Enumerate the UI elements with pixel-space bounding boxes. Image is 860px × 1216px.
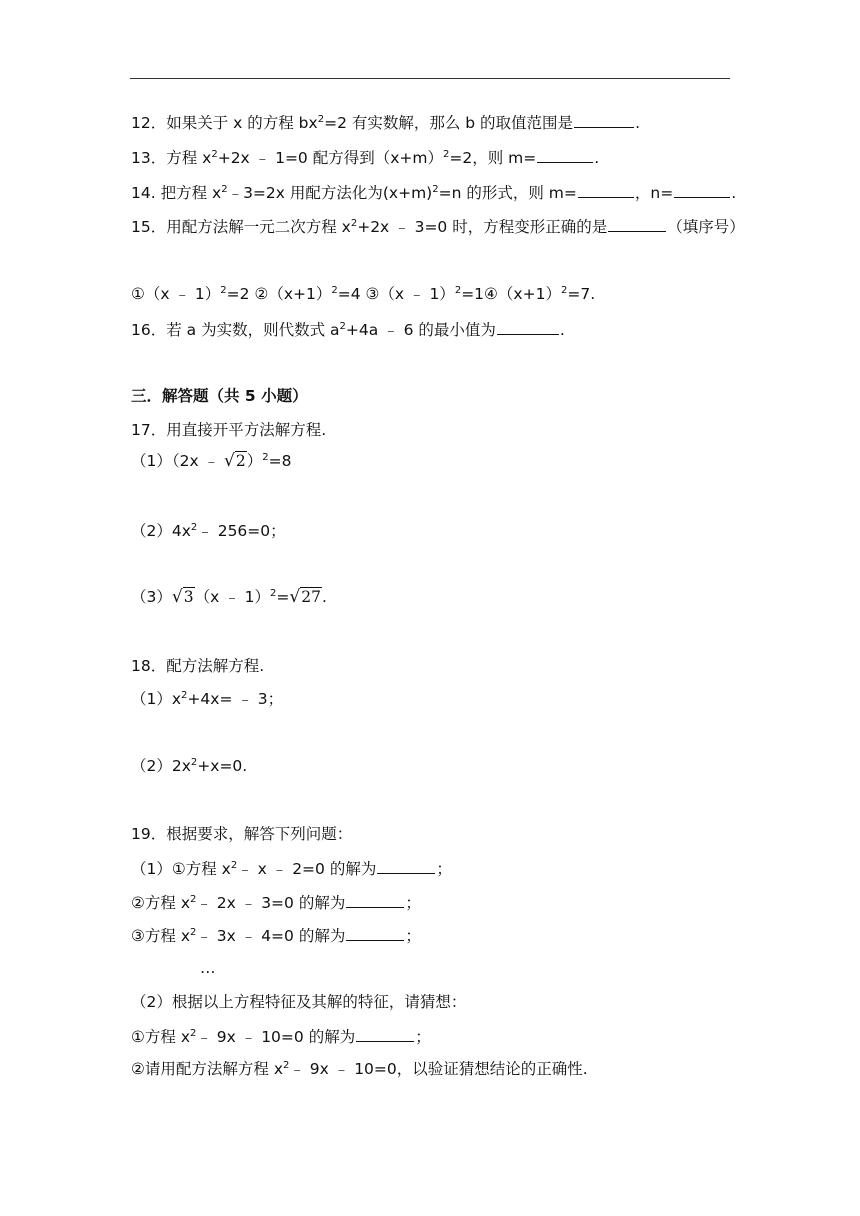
answer-blank[interactable] [346, 924, 404, 941]
q19-a2b: ﹣ 2x ﹣ 3=0 的解为 [196, 894, 346, 912]
answer-blank[interactable] [377, 857, 435, 874]
q13-text: 13．方程 x [131, 149, 212, 167]
q15-text: 15．用配方法解一元二次方程 x [131, 218, 351, 236]
q14-end: . [731, 184, 737, 202]
q13-text3: =2，则 m= [449, 149, 537, 167]
sqrt-symbol: √3 [171, 587, 194, 607]
q12-text2: =2 有实数解，那么 b 的取值范围是 [324, 114, 574, 132]
question-19-b2 [131, 1059, 588, 1079]
q13-end: . [594, 149, 600, 167]
sqrt-arg: 2 [235, 452, 246, 470]
q14-text2: ﹣3=2x 用配方法化为(x+m) [227, 184, 433, 202]
q18-p2b: +x=0. [197, 757, 248, 775]
answer-blank[interactable] [356, 1025, 414, 1042]
q17-p1b: ） [246, 452, 263, 470]
answer-blank-m[interactable] [578, 181, 634, 198]
q17-p2a: （2）4x [131, 522, 191, 540]
question-15-line1 [131, 215, 745, 237]
q19-b1b: ﹣ 9x ﹣ 10=0 的解为 [196, 1028, 356, 1046]
exponent: 2 [221, 184, 228, 195]
q17-p3a: （3） [131, 588, 172, 606]
question-18-stem: 18．配方法解方程. [131, 657, 265, 675]
exponent: 2 [190, 894, 197, 905]
q19-a3b: ﹣ 3x ﹣ 4=0 的解为 [196, 927, 346, 945]
q17-p3c: = [276, 588, 290, 606]
q19-b2b: ﹣ 9x ﹣ 10=0，以验证猜想结论的正确性. [289, 1060, 588, 1078]
exponent: 2 [331, 285, 338, 296]
question-19-a3 [131, 924, 421, 946]
q17-p3d: . [321, 588, 327, 606]
q19-a3: ③方程 x [131, 927, 190, 945]
sqrt-arg: 3 [183, 588, 194, 606]
q12-end: . [635, 114, 640, 132]
question-16 [131, 318, 565, 340]
answer-blank[interactable] [574, 111, 634, 128]
ellipsis: … [200, 959, 216, 977]
question-12 [131, 111, 640, 133]
q13-text2: +2x ﹣ 1=0 配方得到（x+m） [217, 149, 443, 167]
q19-a3c: ； [405, 927, 421, 945]
exponent: 2 [190, 927, 197, 938]
exponent: 2 [454, 285, 462, 296]
q17-p2b: ﹣ 256=0； [197, 522, 286, 540]
question-15-options [131, 284, 595, 304]
exponent: 2 [560, 285, 568, 296]
exponent: 2 [350, 218, 358, 229]
q19-a2: ②方程 x [131, 894, 190, 912]
exponent: 2 [230, 860, 238, 871]
exponent: 2 [181, 690, 188, 701]
sqrt-arg: 27 [301, 588, 321, 606]
option-3: =4 ③（x ﹣ 1） [337, 285, 455, 303]
answer-blank[interactable] [608, 215, 666, 232]
q15-text3: （填序号） [667, 218, 745, 236]
q19-a2c: ； [405, 894, 421, 912]
q16-end: . [559, 321, 565, 339]
sqrt-symbol: √2 [224, 451, 246, 471]
q19-a1b: ﹣ x ﹣ 2=0 的解为 [237, 860, 377, 878]
q19-b2: ②请用配方法解方程 x [131, 1060, 283, 1078]
question-17-part3 [131, 587, 327, 607]
answer-blank[interactable] [497, 318, 559, 335]
question-13 [131, 146, 599, 168]
q12-text: 12．如果关于 x 的方程 bx [131, 114, 318, 132]
sqrt-symbol: √27 [289, 587, 321, 607]
q19-a1: （1）①方程 x [131, 860, 231, 878]
q16-text: 16．若 a 为实数，则代数式 a [131, 321, 340, 339]
q17-p1a: （1）（2x ﹣ [131, 452, 225, 470]
q14-text3: =n 的形式，则 m= [438, 184, 577, 202]
option-4: =1④（x+1） [461, 285, 561, 303]
exponent: 2 [220, 285, 227, 296]
q18-p1b: +4x= ﹣ 3； [187, 690, 284, 708]
exponent: 2 [432, 184, 439, 195]
exponent: 2 [190, 1028, 197, 1039]
exponent: 2 [339, 321, 346, 332]
option-end: =7. [567, 285, 596, 303]
question-18-part1 [131, 689, 283, 709]
question-14 [131, 181, 736, 203]
q19-b1c: ； [415, 1028, 431, 1046]
question-18-part2 [131, 756, 247, 776]
exponent: 2 [283, 1060, 290, 1071]
answer-blank[interactable] [346, 891, 404, 908]
question-17-part2 [131, 521, 286, 541]
option-1: ①（x ﹣ 1） [131, 285, 221, 303]
exponent: 2 [262, 452, 269, 463]
q19-b1: ①方程 x [131, 1028, 190, 1046]
question-19-a2 [131, 891, 421, 913]
header-rule [130, 78, 730, 79]
exponent: 2 [317, 114, 325, 125]
answer-blank-n[interactable] [674, 181, 730, 198]
q14-text: 14. 把方程 x [131, 184, 222, 202]
q16-text2: +4a ﹣ 6 的最小值为 [345, 321, 496, 339]
exponent: 2 [442, 149, 450, 160]
q14-mid: ，n= [634, 184, 674, 202]
answer-blank[interactable] [537, 146, 593, 163]
question-19-a1 [131, 857, 452, 879]
q17-p3b: （x ﹣ 1） [194, 588, 270, 606]
q18-p1a: （1）x [131, 690, 182, 708]
question-17-stem: 17．用直接开平方法解方程. [131, 421, 327, 439]
question-19-b0: （2）根据以上方程特征及其解的特征，请猜想： [131, 993, 467, 1011]
exponent: 2 [269, 588, 277, 599]
question-17-part1 [131, 451, 291, 471]
option-2: =2 ②（x+1） [226, 285, 332, 303]
exponent: 2 [211, 149, 218, 160]
question-19-b1 [131, 1025, 431, 1047]
section-title: 三．解答题（共 5 小题） [131, 387, 308, 405]
question-19-stem: 19．根据要求，解答下列问题： [131, 825, 353, 843]
exponent: 2 [190, 757, 198, 768]
exponent: 2 [190, 522, 198, 533]
q15-text2: +2x ﹣ 3=0 时，方程变形正确的是 [357, 218, 608, 236]
q18-p2a: （2）2x [131, 757, 191, 775]
q17-p1c: =8 [268, 452, 292, 470]
q19-a1c: ； [436, 860, 452, 878]
